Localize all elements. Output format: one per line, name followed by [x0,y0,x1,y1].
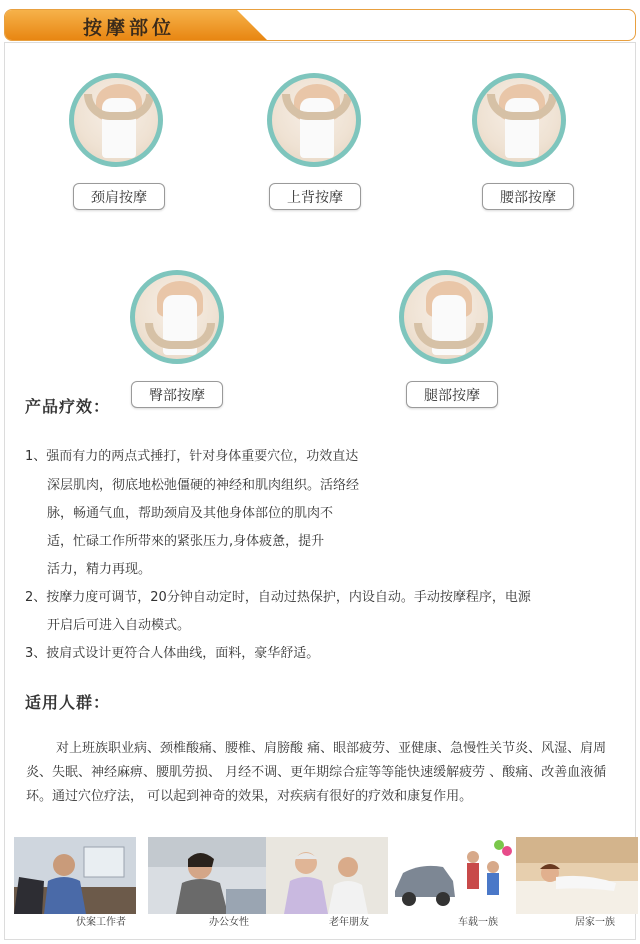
caption-elderly: 老年朋友 [329,917,369,928]
caption-car-family: 车载一族 [458,917,498,928]
label-waist: 腰部按摩 [482,183,574,210]
leg-photo [399,270,493,364]
label-hip: 臀部按摩 [131,381,223,408]
efficacy-line-3: 脉，畅通气血，帮助颈肩及其他身体部位的肌肉不 [47,506,334,521]
waist-photo [472,73,566,167]
efficacy-line-1: 1、强而有力的两点式捶打，针对身体重要穴位，功效直达 [25,449,359,464]
audience-title: 适用人群： [25,693,111,712]
section-header [4,9,636,41]
upper-back-photo [267,73,361,167]
neck-shoulder-photo [69,73,163,167]
office-woman-photo [148,837,270,914]
label-neck-shoulder: 颈肩按摩 [73,183,165,210]
efficacy-line-4: 适，忙碌工作所带來的紧张压力,身体疲惫，提升 [47,534,325,549]
hip-photo [130,270,224,364]
caption-home: 居家一族 [575,917,615,928]
efficacy-line-8: 3、披肩式设计更符合人体曲线，面料，豪华舒适。 [25,646,320,661]
elderly-photo [266,837,388,914]
efficacy-line-2: 深层肌肉，彻底地松弛僵硬的神经和肌肉组织。活络经 [47,478,360,493]
efficacy-title: 产品疗效： [25,397,111,416]
label-leg: 腿部按摩 [406,381,498,408]
efficacy-line-6: 2、按摩力度可调节，20分钟自动定时，自动过热保护，内设自动。手动按摩程序，电源 [25,590,531,605]
label-upper-back: 上背按摩 [269,183,361,210]
caption-office-woman: 办公女性 [209,917,249,928]
car-family-photo [391,837,513,914]
home-photo [516,837,638,914]
caption-desk-worker: 伏案工作者 [76,917,126,928]
desk-worker-photo [14,837,136,914]
audience-paragraph: 对上班族职业病、颈椎酸痛、腰椎、肩膀酸 痛、眼部疲劳、亚健康、急慢性关节炎、风湿、肩周炎、失眠、神经麻痹、腰肌劳损、 月经不调、更年期综合症等等能快速缓解疲劳 、酸痛、改善血液循环。通过穴位疗法， 可以起到神奇的效果，对疾病有很好的疗效和康复作用。 [26,741,607,804]
efficacy-line-7: 开启后可进入自动模式。 [47,618,191,633]
page-title: 按摩部位 [83,17,176,39]
efficacy-line-5: 活力，精力再现。 [47,562,152,577]
